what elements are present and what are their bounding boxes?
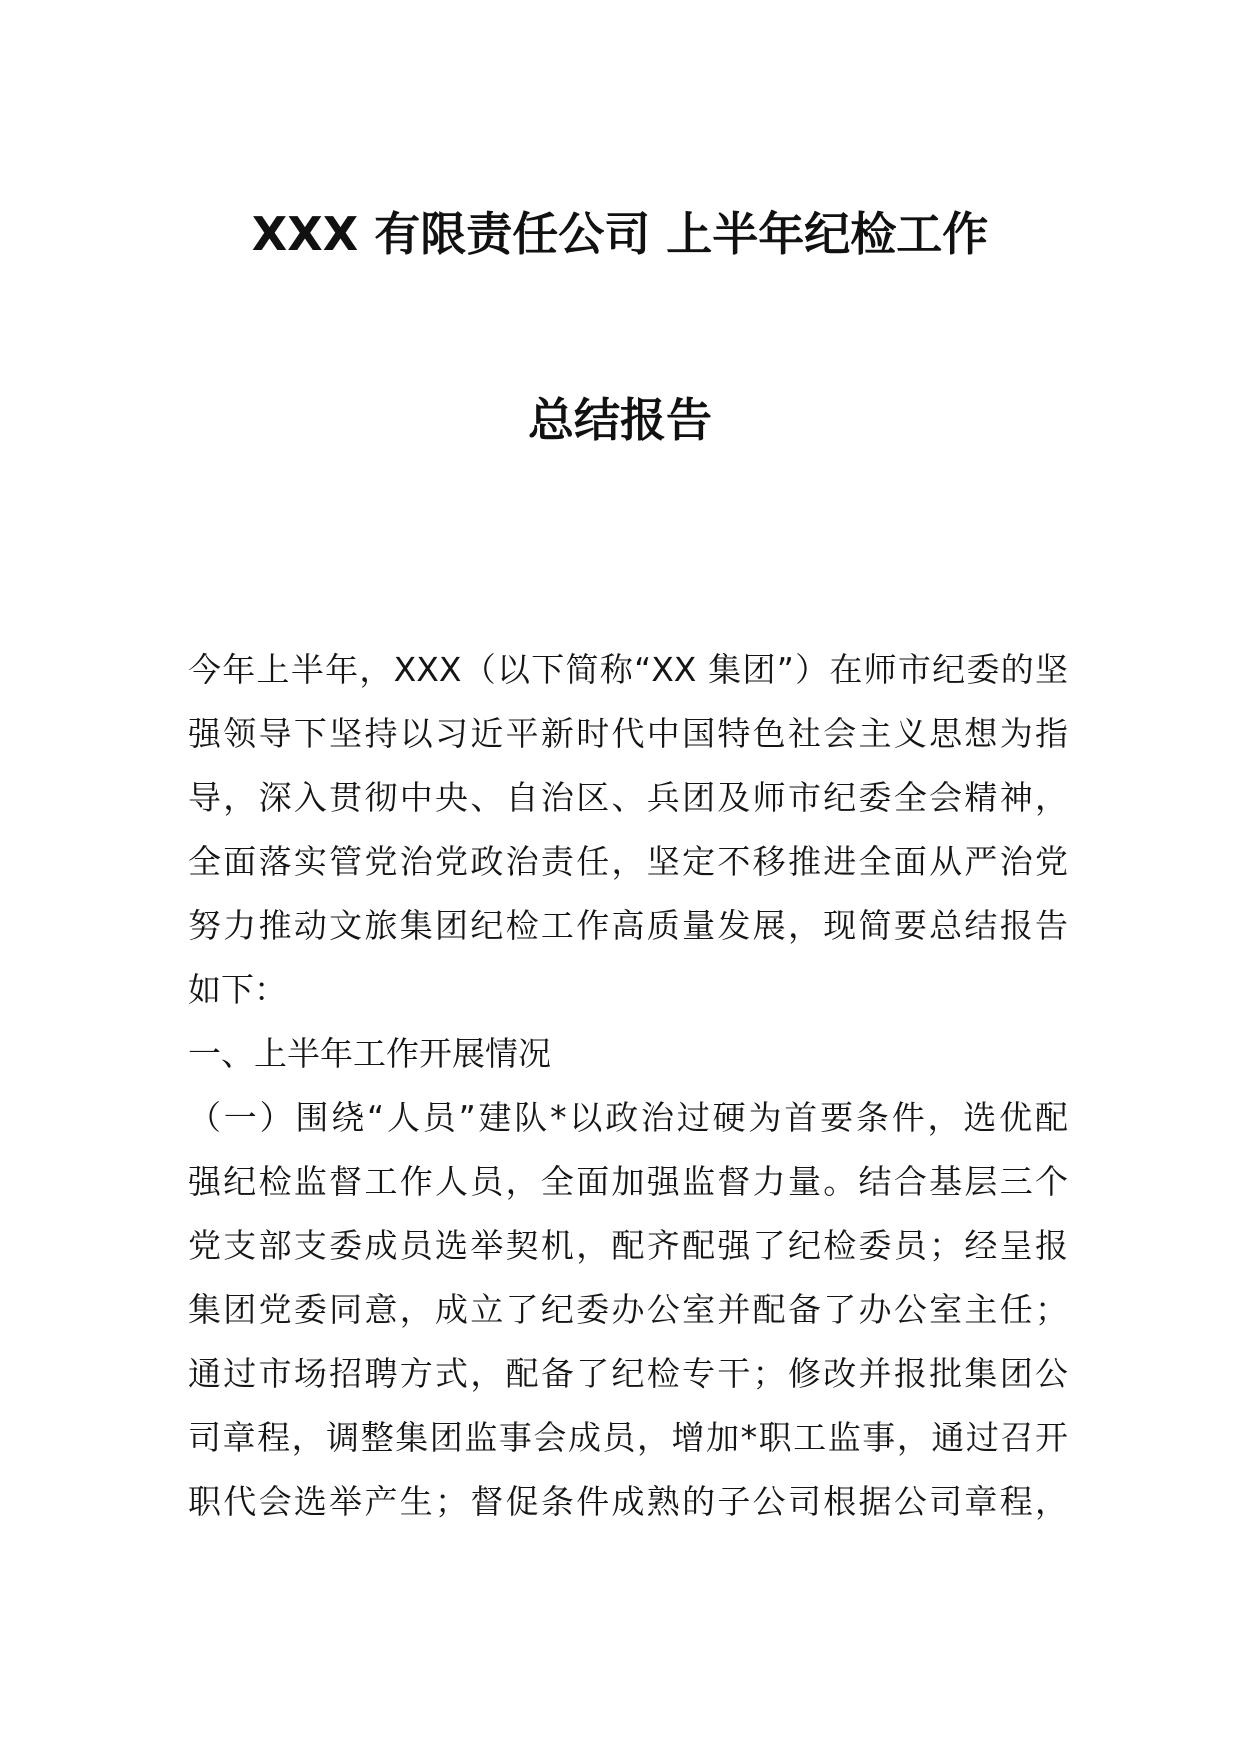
document-title-line-1: XXX 有限责任公司 上半年纪检工作 (251, 207, 989, 261)
body-line-6: 如下： (188, 970, 287, 1009)
body-line-11: 集团党委同意，成立了纪委办公室并配备了办公室主任； (188, 1290, 1068, 1329)
section-heading: 一、上半年工作开展情况 (188, 1034, 551, 1073)
body-line-14: 职代会选举产生；督促条件成熟的子公司根据公司章程， (188, 1482, 1068, 1521)
document-title-line-2: 总结报告 (528, 393, 712, 447)
body-line-8: （一）围绕“人员”建队*以政治过硬为首要条件，选优配 (188, 1098, 1068, 1137)
body-line-1: 今年上半年，XXX（以下简称“XX 集团”）在师市纪委的坚 (188, 650, 1068, 689)
body-line-9: 强纪检监督工作人员，全面加强监督力量。结合基层三个 (188, 1162, 1068, 1201)
body-line-12: 通过市场招聘方式，配备了纪检专干；修改并报批集团公 (188, 1354, 1068, 1393)
body-line-2: 强领导下坚持以习近平新时代中国特色社会主义思想为指 (188, 714, 1068, 753)
body-line-4: 全面落实管党治党政治责任，坚定不移推进全面从严治党 (188, 842, 1068, 881)
body-line-10: 党支部支委成员选举契机，配齐配强了纪检委员；经呈报 (188, 1226, 1068, 1265)
body-line-5: 努力推动文旅集团纪检工作高质量发展，现简要总结报告 (188, 906, 1068, 945)
body-line-13: 司章程，调整集团监事会成员，增加*职工监事，通过召开 (188, 1418, 1068, 1457)
body-line-3: 导，深入贯彻中央、自治区、兵团及师市纪委全会精神， (188, 778, 1068, 817)
